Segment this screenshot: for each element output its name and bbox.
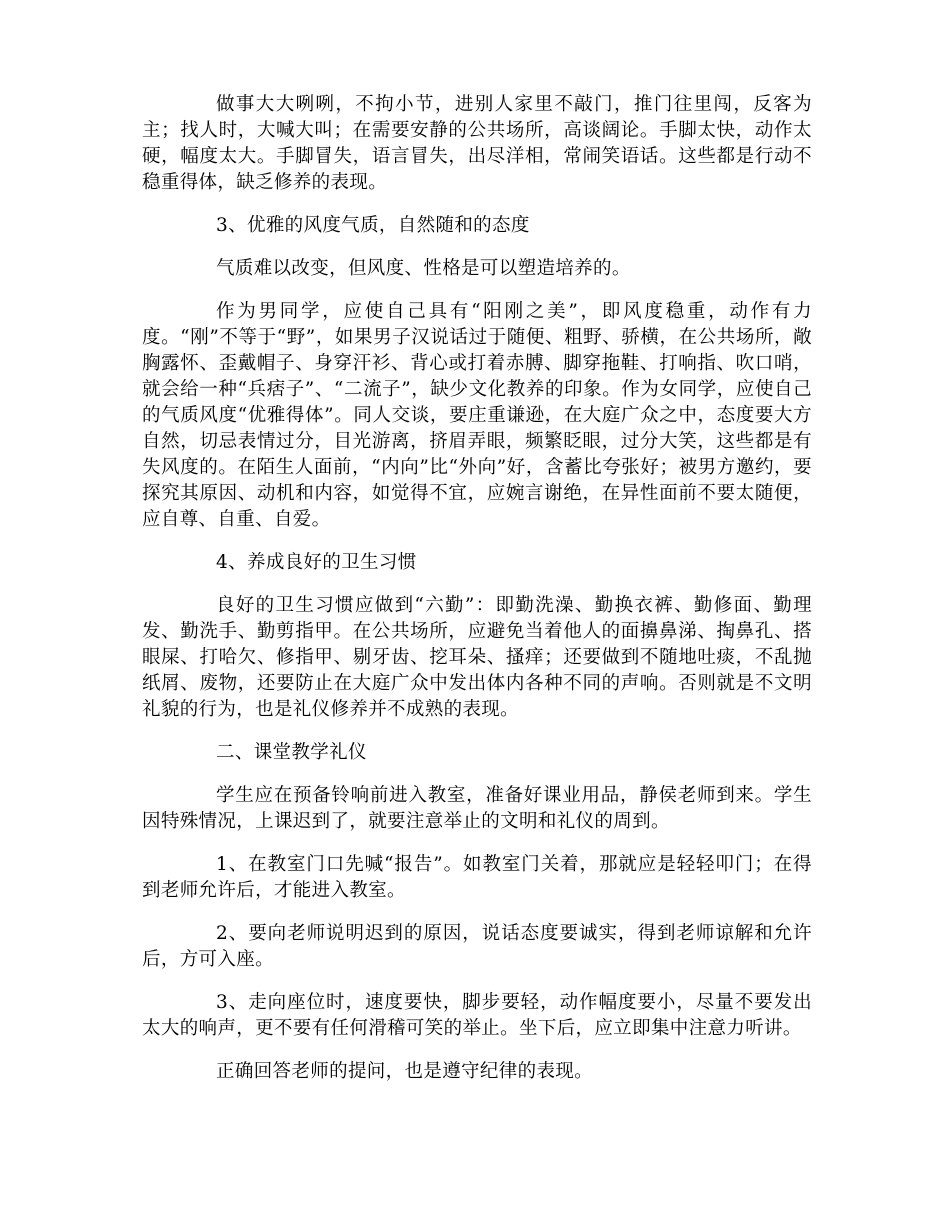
paragraph-six-diligences: 良好的卫生习惯应做到“六勤”：即勤洗澡、勤换衣裤、勤修面、勤理发、勤洗手、勤剪指甲。在公共场所，应避免当着他人的面擤鼻涕、掏鼻孔、搭眼屎、打哈欠、修指甲、剔牙齿、挖耳朵、搔痒；还要做到不随地吐痰，不乱抛纸屑、废物，还要防止在大庭广众中发出体内各种不同的声响。否则就是不文明礼貌的行为，也是礼仪修养并不成熟的表现。 xyxy=(142,595,812,720)
heading-elegant-demeanor: 3、优雅的风度气质，自然随和的态度 xyxy=(216,215,530,236)
paragraph-male-female-demeanor: 作为男同学，应使自己具有“阳刚之美”，即风度稳重，动作有力度。“刚”不等于“野”，如果男子汉说话过于随便、粗野、骄横，在公共场所，敞胸露怀、歪戴帽子、身穿汗衫、背心或打着赤膊、脚穿拖鞋、打响指、吹口哨，就会给一种“兵痞子”、“二流子”，缺少文化教养的印象。作为女同学，应使自己的气质风度“优雅得体”。同人交谈，要庄重谦逊，在大庭广众之中，态度要大方自然，切忌表情过分，目光游离，挤眉弄眼，频繁眨眼，过分大笑，这些都是有失风度的。在陌生人面前，“内向”比“外向”好，含蓄比夸张好；被男方邀约，要探究其原因、动机和内容，如觉得不宜，应婉言谢绝，在异性面前不要太随便，应自尊、自重、自爱。 xyxy=(142,301,812,530)
paragraph-walk-to-seat: 3、走向座位时，速度要快，脚步要轻，动作幅度要小，尽量不要发出太大的响声，更不要有任何滑稽可笑的举止。坐下后，应立即集中注意力听讲。 xyxy=(142,992,812,1039)
paragraph-explain-lateness: 2、要向老师说明迟到的原因，说话态度要诚实，得到老师谅解和允许后，方可入座。 xyxy=(142,923,812,970)
paragraph-temperament: 气质难以改变，但风度、性格是可以塑造培养的。 xyxy=(216,258,631,279)
paragraph-behavior: 做事大大咧咧，不拘小节，进别人家里不敲门，推门往里闯，反客为主；找人时，大喊大叫；在需要安静的公共场所，高谈阔论。手脚太快，动作太硬，幅度太大。手脚冒失，语言冒失，出尽洋相，常闹笑语话。这些都是行动不稳重得体，缺乏修养的表现。 xyxy=(142,94,812,193)
paragraph-report-at-door: 1、在教室门口先喊“报告”。如教室门关着，那就应是轻轻叩门；在得到老师允许后，才能进入教室。 xyxy=(142,854,812,901)
paragraph-answer-questions: 正确回答老师的提问，也是遵守纪律的表现。 xyxy=(216,1061,594,1082)
heading-hygiene-habits: 4、养成良好的卫生习惯 xyxy=(216,552,417,573)
paragraph-arrive-early: 学生应在预备铃响前进入教室，准备好课业用品，静侯老师到来。学生因特殊情况，上课迟到了，就要注意举止的文明和礼仪的周到。 xyxy=(142,785,812,832)
document-body xyxy=(142,92,812,1102)
heading-classroom-etiquette: 二、课堂教学礼仪 xyxy=(216,742,367,763)
